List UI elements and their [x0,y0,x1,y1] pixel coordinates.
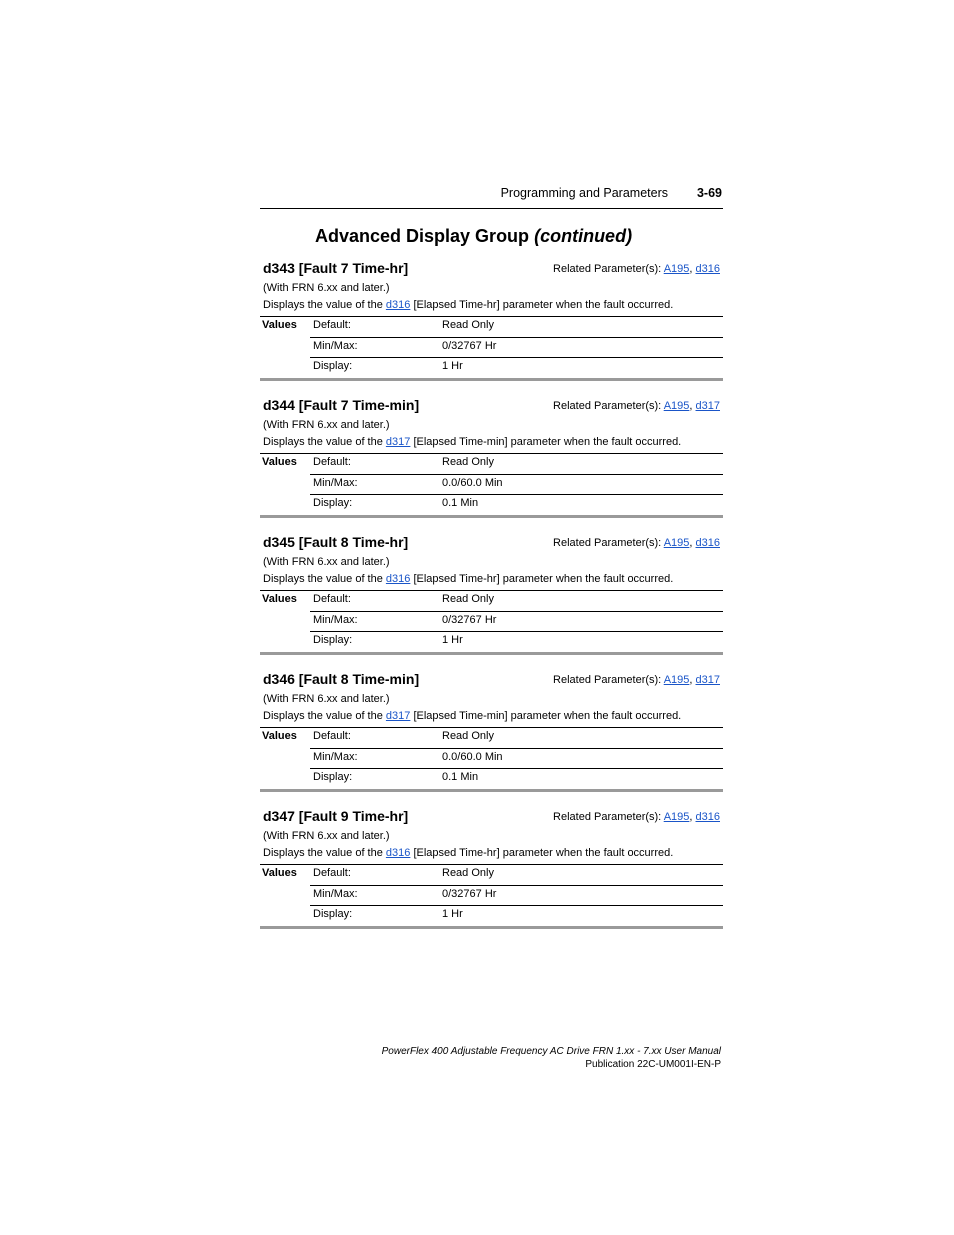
row-value: 0/32767 Hr [442,888,497,900]
row-value: 0.0/60.0 Min [442,477,503,489]
desc-suffix: [Elapsed Time-min] parameter when the fault occurred. [410,710,682,722]
row-display [310,631,723,652]
desc-prefix: Displays the value of the [263,436,386,448]
param-block-d343 [260,260,723,378]
param-frn-note: (With FRN 6.xx and later.) [263,282,390,294]
row-minmax [310,337,723,358]
param-description [263,436,681,448]
related-params [553,263,720,275]
row-key: Display: [313,360,353,372]
related-link-a195[interactable]: A195 [663,263,690,275]
page-footer [382,1045,721,1071]
row-value: 1 Hr [442,908,463,920]
header-section-title: Programming and Parameters [500,186,668,200]
related-link-d316[interactable]: d316 [695,537,720,549]
values-label: Values [262,593,297,605]
param-description [263,299,673,311]
row-key: Min/Max: [313,614,358,626]
desc-link-d316[interactable]: d316 [385,847,411,859]
param-block-d344 [260,397,723,515]
related-link-a195[interactable]: A195 [663,537,690,549]
row-default [310,591,723,611]
related-separator: , [689,400,696,412]
values-label: Values [262,319,297,331]
group-title-text: Advanced Display Group [315,226,530,246]
row-value: 0.1 Min [442,771,479,783]
row-key: Display: [313,634,353,646]
row-key: Min/Max: [313,751,358,763]
param-description [263,847,673,859]
related-separator: , [689,263,696,275]
row-key: Display: [313,908,353,920]
row-default [310,728,723,748]
desc-suffix: [Elapsed Time-min] parameter when the fault occurred. [410,436,682,448]
desc-prefix: Displays the value of the [263,847,386,859]
row-key: Min/Max: [313,888,358,900]
param-bottom-rule [260,652,723,655]
related-params [553,537,720,549]
row-default [310,317,723,337]
row-value: 0/32767 Hr [442,340,497,352]
row-value: Read Only [442,730,494,742]
param-bottom-rule [260,378,723,381]
row-value: 1 Hr [442,360,463,372]
related-params [553,674,720,686]
param-title: d343 [Fault 7 Time-hr] [263,260,409,276]
related-link-d317[interactable]: d317 [695,400,720,412]
related-link-a195[interactable]: A195 [663,400,690,412]
row-value: Read Only [442,867,494,879]
desc-suffix: [Elapsed Time-hr] parameter when the fault occurred. [410,299,674,311]
related-label: Related Parameter(s): [553,263,664,275]
desc-link-d317[interactable]: d317 [385,710,411,722]
param-title: d346 [Fault 8 Time-min] [263,671,420,687]
row-key: Default: [313,867,351,879]
header-page-number: 3-69 [696,186,722,200]
related-link-d317[interactable]: d317 [695,674,720,686]
param-frn-note: (With FRN 6.xx and later.) [263,830,390,842]
row-value: Read Only [442,593,494,605]
group-title-continued: (continued) [534,226,633,246]
param-frn-note: (With FRN 6.xx and later.) [263,556,390,568]
row-key: Default: [313,593,351,605]
param-bottom-rule [260,789,723,792]
row-display [310,357,723,378]
footer-manual-title: PowerFlex 400 Adjustable Frequency AC Drive FRN 1.xx - 7.xx User Manual [381,1046,721,1057]
page-header [260,186,723,209]
related-separator: , [689,537,696,549]
group-title [315,226,632,247]
row-key: Default: [313,730,351,742]
values-label: Values [262,730,297,742]
row-value: 0.1 Min [442,497,479,509]
row-key: Default: [313,456,351,468]
related-separator: , [689,811,696,823]
related-label: Related Parameter(s): [553,674,664,686]
row-key: Display: [313,497,353,509]
param-block-d345 [260,534,723,652]
desc-link-d316[interactable]: d316 [385,299,411,311]
row-display [310,905,723,926]
row-minmax [310,474,723,495]
param-description [263,573,673,585]
param-title: d344 [Fault 7 Time-min] [263,397,420,413]
row-key: Default: [313,319,351,331]
desc-prefix: Displays the value of the [263,299,386,311]
desc-suffix: [Elapsed Time-hr] parameter when the fault occurred. [410,847,674,859]
row-value: 0.0/60.0 Min [442,751,503,763]
related-label: Related Parameter(s): [553,811,664,823]
row-key: Min/Max: [313,340,358,352]
related-link-a195[interactable]: A195 [663,674,690,686]
param-title: d347 [Fault 9 Time-hr] [263,808,409,824]
desc-link-d317[interactable]: d317 [385,436,411,448]
param-description [263,710,681,722]
row-minmax [310,748,723,769]
desc-prefix: Displays the value of the [263,710,386,722]
related-link-d316[interactable]: d316 [695,263,720,275]
row-display [310,768,723,789]
param-frn-note: (With FRN 6.xx and later.) [263,419,390,431]
param-bottom-rule [260,926,723,929]
row-display [310,494,723,515]
param-title: d345 [Fault 8 Time-hr] [263,534,409,550]
related-link-d316[interactable]: d316 [695,811,720,823]
related-params [553,400,720,412]
row-default [310,454,723,474]
row-value: Read Only [442,319,494,331]
related-label: Related Parameter(s): [553,400,664,412]
desc-prefix: Displays the value of the [263,573,386,585]
row-default [310,865,723,885]
row-value: Read Only [442,456,494,468]
related-separator: , [689,674,696,686]
param-block-d346 [260,671,723,789]
values-label: Values [262,867,297,879]
related-link-a195[interactable]: A195 [663,811,690,823]
footer-publication: Publication 22C-UM001I-EN-P [585,1059,721,1070]
param-block-d347 [260,808,723,926]
related-params [553,811,720,823]
param-frn-note: (With FRN 6.xx and later.) [263,693,390,705]
row-key: Min/Max: [313,477,358,489]
desc-suffix: [Elapsed Time-hr] parameter when the fault occurred. [410,573,674,585]
related-label: Related Parameter(s): [553,537,664,549]
row-minmax [310,611,723,632]
row-value: 0/32767 Hr [442,614,497,626]
param-bottom-rule [260,515,723,518]
row-minmax [310,885,723,906]
values-label: Values [262,456,297,468]
row-value: 1 Hr [442,634,463,646]
row-key: Display: [313,771,353,783]
desc-link-d316[interactable]: d316 [385,573,411,585]
